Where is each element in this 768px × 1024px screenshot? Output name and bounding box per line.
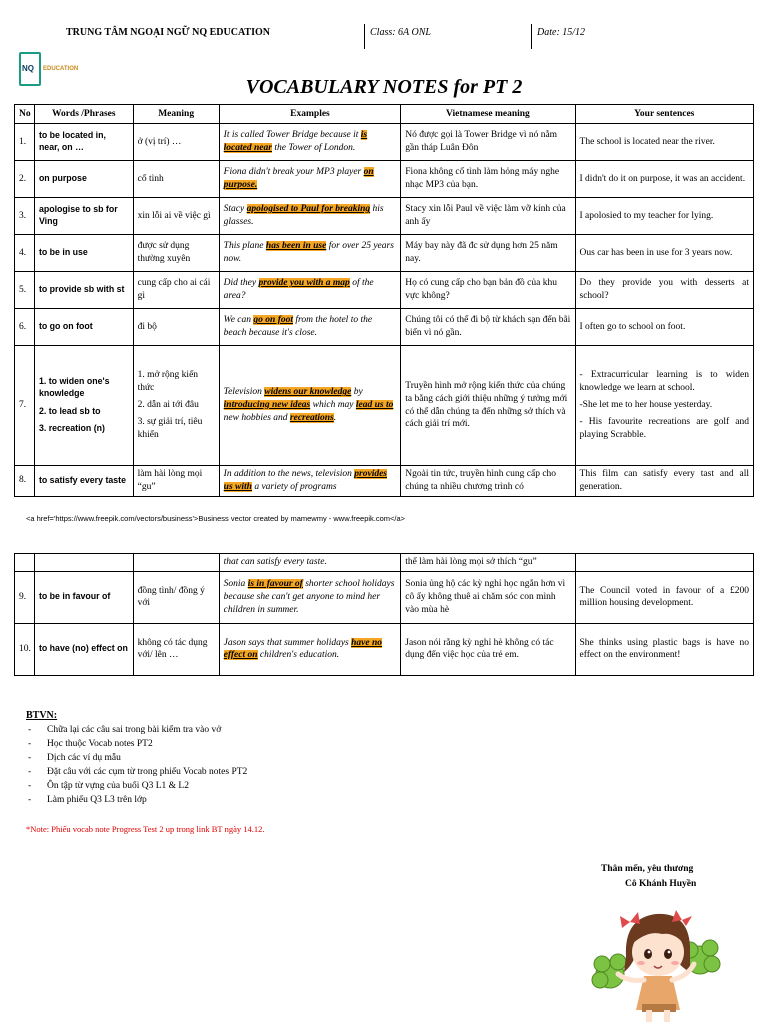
row-number: 3. <box>15 198 35 235</box>
example: Stacy apologised to Paul for breaking his glasses. <box>219 198 401 235</box>
your-sentence: I often go to school on foot. <box>575 309 753 346</box>
phrase: to be in use <box>34 235 133 272</box>
your-sentence: The Council voted in favour of a £200 million housing development. <box>575 571 753 623</box>
meaning: ở (vị trí) … <box>133 124 219 161</box>
highlighted-phrase: on purpose. <box>223 167 374 190</box>
vietnamese-meaning: Ngoài tin tức, truyền hình cung cấp cho chúng ta nhiều chương trình có <box>401 466 575 497</box>
your-sentence: She thinks using plastic bags is have no effect on the environment! <box>575 623 753 675</box>
table-row <box>15 346 754 466</box>
vocab-table <box>14 104 754 497</box>
your-sentence: Do they provide you with desserts at school? <box>575 272 753 309</box>
phrase: to provide sb with st <box>34 272 133 309</box>
your-sentence: I apolosied to my teacher for lying. <box>575 198 753 235</box>
row-number: 4. <box>15 235 35 272</box>
logo-mark: NQ <box>19 52 41 86</box>
homework-section <box>26 710 247 807</box>
highlighted-phrase: is located near <box>223 130 368 153</box>
table-row <box>15 554 754 572</box>
highlighted-phrase: has been in use <box>265 241 327 252</box>
highlighted-phrase: widens our knowledge <box>264 387 352 398</box>
vocab-table-continued <box>14 553 754 676</box>
highlighted-phrase: lead us to <box>355 400 394 411</box>
column-header: Words /Phrases <box>34 105 133 124</box>
vietnamese-meaning: Máy bay này đã đc sử dụng hơn 25 năm nay. <box>401 235 575 272</box>
table-row <box>15 235 754 272</box>
row-number: 9. <box>15 571 35 623</box>
list-item: - Làm phiếu Q3 L3 trên lớp <box>26 793 247 807</box>
meaning: xin lỗi ai về việc gì <box>133 198 219 235</box>
highlighted-phrase: provide you with a map <box>258 278 350 289</box>
vietnamese-meaning: Truyền hình mở rộng kiến thức của chúng ta bằng cách giới thiệu những ý tưởng mới có thể dẫn chúng ta đến những sở thích và cách giải trí mới. <box>401 346 575 466</box>
example: We can go on foot from the hotel to the beach because it's close. <box>219 309 401 346</box>
phrase: to be located in, near, on … <box>34 124 133 161</box>
class-label: Class: 6A ONL <box>364 24 431 49</box>
example: that can satisfy every taste. <box>219 554 401 572</box>
example: Television widens our knowledge by introducing new ideas which may lead us to new hobbies and recreations. <box>219 346 401 466</box>
list-item: - Ôn tập từ vựng của buổi Q3 L1 & L2 <box>26 779 247 793</box>
meaning: đi bộ <box>133 309 219 346</box>
vietnamese-meaning: Jason nói rằng kỳ nghỉ hè không có tác dụng đến việc học của trẻ em. <box>401 623 575 675</box>
highlighted-phrase: provides us with <box>223 469 387 492</box>
your-sentence: This film can satisfy every tast and all generation. <box>575 466 753 497</box>
highlighted-phrase: is in favour of <box>247 579 303 590</box>
cheerleader-girl-illustration <box>578 898 748 1024</box>
table-row <box>15 124 754 161</box>
table-row <box>15 309 754 346</box>
your-sentence: I didn't do it on purpose, it was an accident. <box>575 161 753 198</box>
column-header: No <box>15 105 35 124</box>
vietnamese-meaning: Nó được gọi là Tower Bridge vì nó nằm gần tháp Luân Đôn <box>401 124 575 161</box>
meaning: làm hài lòng mọi “gu” <box>133 466 219 497</box>
highlighted-phrase: go on foot <box>253 315 293 326</box>
highlighted-phrase: recreations <box>289 412 334 423</box>
row-number: 6. <box>15 309 35 346</box>
column-header: Meaning <box>133 105 219 124</box>
column-header: Vietnamese meaning <box>401 105 575 124</box>
list-item: - Chữa lại các câu sai trong bài kiểm tra vào vở <box>26 723 247 737</box>
homework-list <box>26 723 247 807</box>
phrase: 1. to widen one's knowledge 2. to lead sb to 3. recreation (n) <box>34 346 133 466</box>
phrase: on purpose <box>34 161 133 198</box>
table-header-row <box>15 105 754 124</box>
vietnamese-meaning: Họ có cung cấp cho bạn bản đồ của khu vực không? <box>401 272 575 309</box>
highlighted-phrase: introducing new ideas <box>223 400 311 411</box>
vietnamese-meaning: Chúng tôi có thể đi bộ từ khách sạn đến bãi biển vì nó gần. <box>401 309 575 346</box>
note-text: *Note: Phiếu vocab note Progress Test 2 up trong link BT ngày 14.12. <box>26 824 265 834</box>
row-number: 8. <box>15 466 35 497</box>
example: Sonia is in favour of shorter school holidays because she can't get anyone to mind her children in summer. <box>219 571 401 623</box>
example: In addition to the news, television provides us with a variety of programs <box>219 466 401 497</box>
meaning: 1. mở rộng kiến thức 2. dẫn ai tới đâu 3. sự giải trí, tiêu khiển <box>133 346 219 466</box>
your-sentence: The school is located near the river. <box>575 124 753 161</box>
signature <box>601 862 696 892</box>
table-row <box>15 198 754 235</box>
example: Jason says that summer holidays have no effect on children's education. <box>219 623 401 675</box>
table-row <box>15 466 754 497</box>
row-number: 2. <box>15 161 35 198</box>
meaning: được sử dụng thường xuyên <box>133 235 219 272</box>
row-number: 10. <box>15 623 35 675</box>
example: Did they provide you with a map of the area? <box>219 272 401 309</box>
phrase: to have (no) effect on <box>34 623 133 675</box>
highlighted-phrase: apologised to Paul for breaking <box>246 204 371 215</box>
list-item: - Học thuộc Vocab notes PT2 <box>26 737 247 751</box>
meaning: cung cấp cho ai cái gì <box>133 272 219 309</box>
example: This plane has been in use for over 25 years now. <box>219 235 401 272</box>
signature-name: Cô Khánh Huyền <box>625 879 697 889</box>
meaning: đồng tình/ đồng ý với <box>133 571 219 623</box>
row-number: 5. <box>15 272 35 309</box>
phrase: apologise to sb for Ving <box>34 198 133 235</box>
vietnamese-meaning: Fiona không cố tình làm hỏng máy nghe nhạc MP3 của bạn. <box>401 161 575 198</box>
list-item: - Dịch các ví dụ mẫu <box>26 751 247 765</box>
page-title: VOCABULARY NOTES for PT 2 <box>245 76 523 98</box>
example: It is called Tower Bridge because it is located near the Tower of London. <box>219 124 401 161</box>
table-row <box>15 161 754 198</box>
page-header <box>0 24 768 46</box>
highlighted-phrase: have no effect on <box>223 637 382 661</box>
homework-heading: BTVN: <box>26 710 58 721</box>
phrase: to go on foot <box>34 309 133 346</box>
date-label: Date: 15/12 <box>531 24 585 49</box>
row-number: 7. <box>15 346 35 466</box>
table-row <box>15 623 754 675</box>
signature-greeting: Thân mến, yêu thương <box>601 864 694 874</box>
school-name: TRUNG TÂM NGOẠI NGỮ NQ EDUCATION <box>66 27 270 38</box>
list-item: - Đặt câu với các cụm từ trong phiếu Vocab notes PT2 <box>26 765 247 779</box>
example: Fiona didn't break your MP3 player on purpose. <box>219 161 401 198</box>
phrase: to satisfy every taste <box>34 466 133 497</box>
row-number: 1. <box>15 124 35 161</box>
vietnamese-meaning: thể làm hài lòng mọi sở thích “gu” <box>401 554 575 572</box>
your-sentence: - Extracurricular learning is to widen knowledge we learn at school. -She let me to her house yesterday. - His favourite recreations are golf and playing Scrabble. <box>575 346 753 466</box>
vietnamese-meaning: Sonia ủng hộ các kỳ nghỉ học ngắn hơn vì cô ấy không thuê ai chăm sóc con mình vào mùa hè <box>401 571 575 623</box>
table-row <box>15 571 754 623</box>
image-credit: <a href='https://www.freepik.com/vectors/business'>Business vector created by mamewmy - www.freepik.com</a> <box>26 514 406 523</box>
meaning: cố tình <box>133 161 219 198</box>
phrase: to be in favour of <box>34 571 133 623</box>
column-header: Your sentences <box>575 105 753 124</box>
meaning: không có tác dụng với/ lên … <box>133 623 219 675</box>
vietnamese-meaning: Stacy xin lỗi Paul về việc làm vỡ kính của anh ấy <box>401 198 575 235</box>
your-sentence: Ous car has been in use for 3 years now. <box>575 235 753 272</box>
logo-text: EDUCATION <box>43 66 79 72</box>
table-row <box>15 272 754 309</box>
column-header: Examples <box>219 105 401 124</box>
